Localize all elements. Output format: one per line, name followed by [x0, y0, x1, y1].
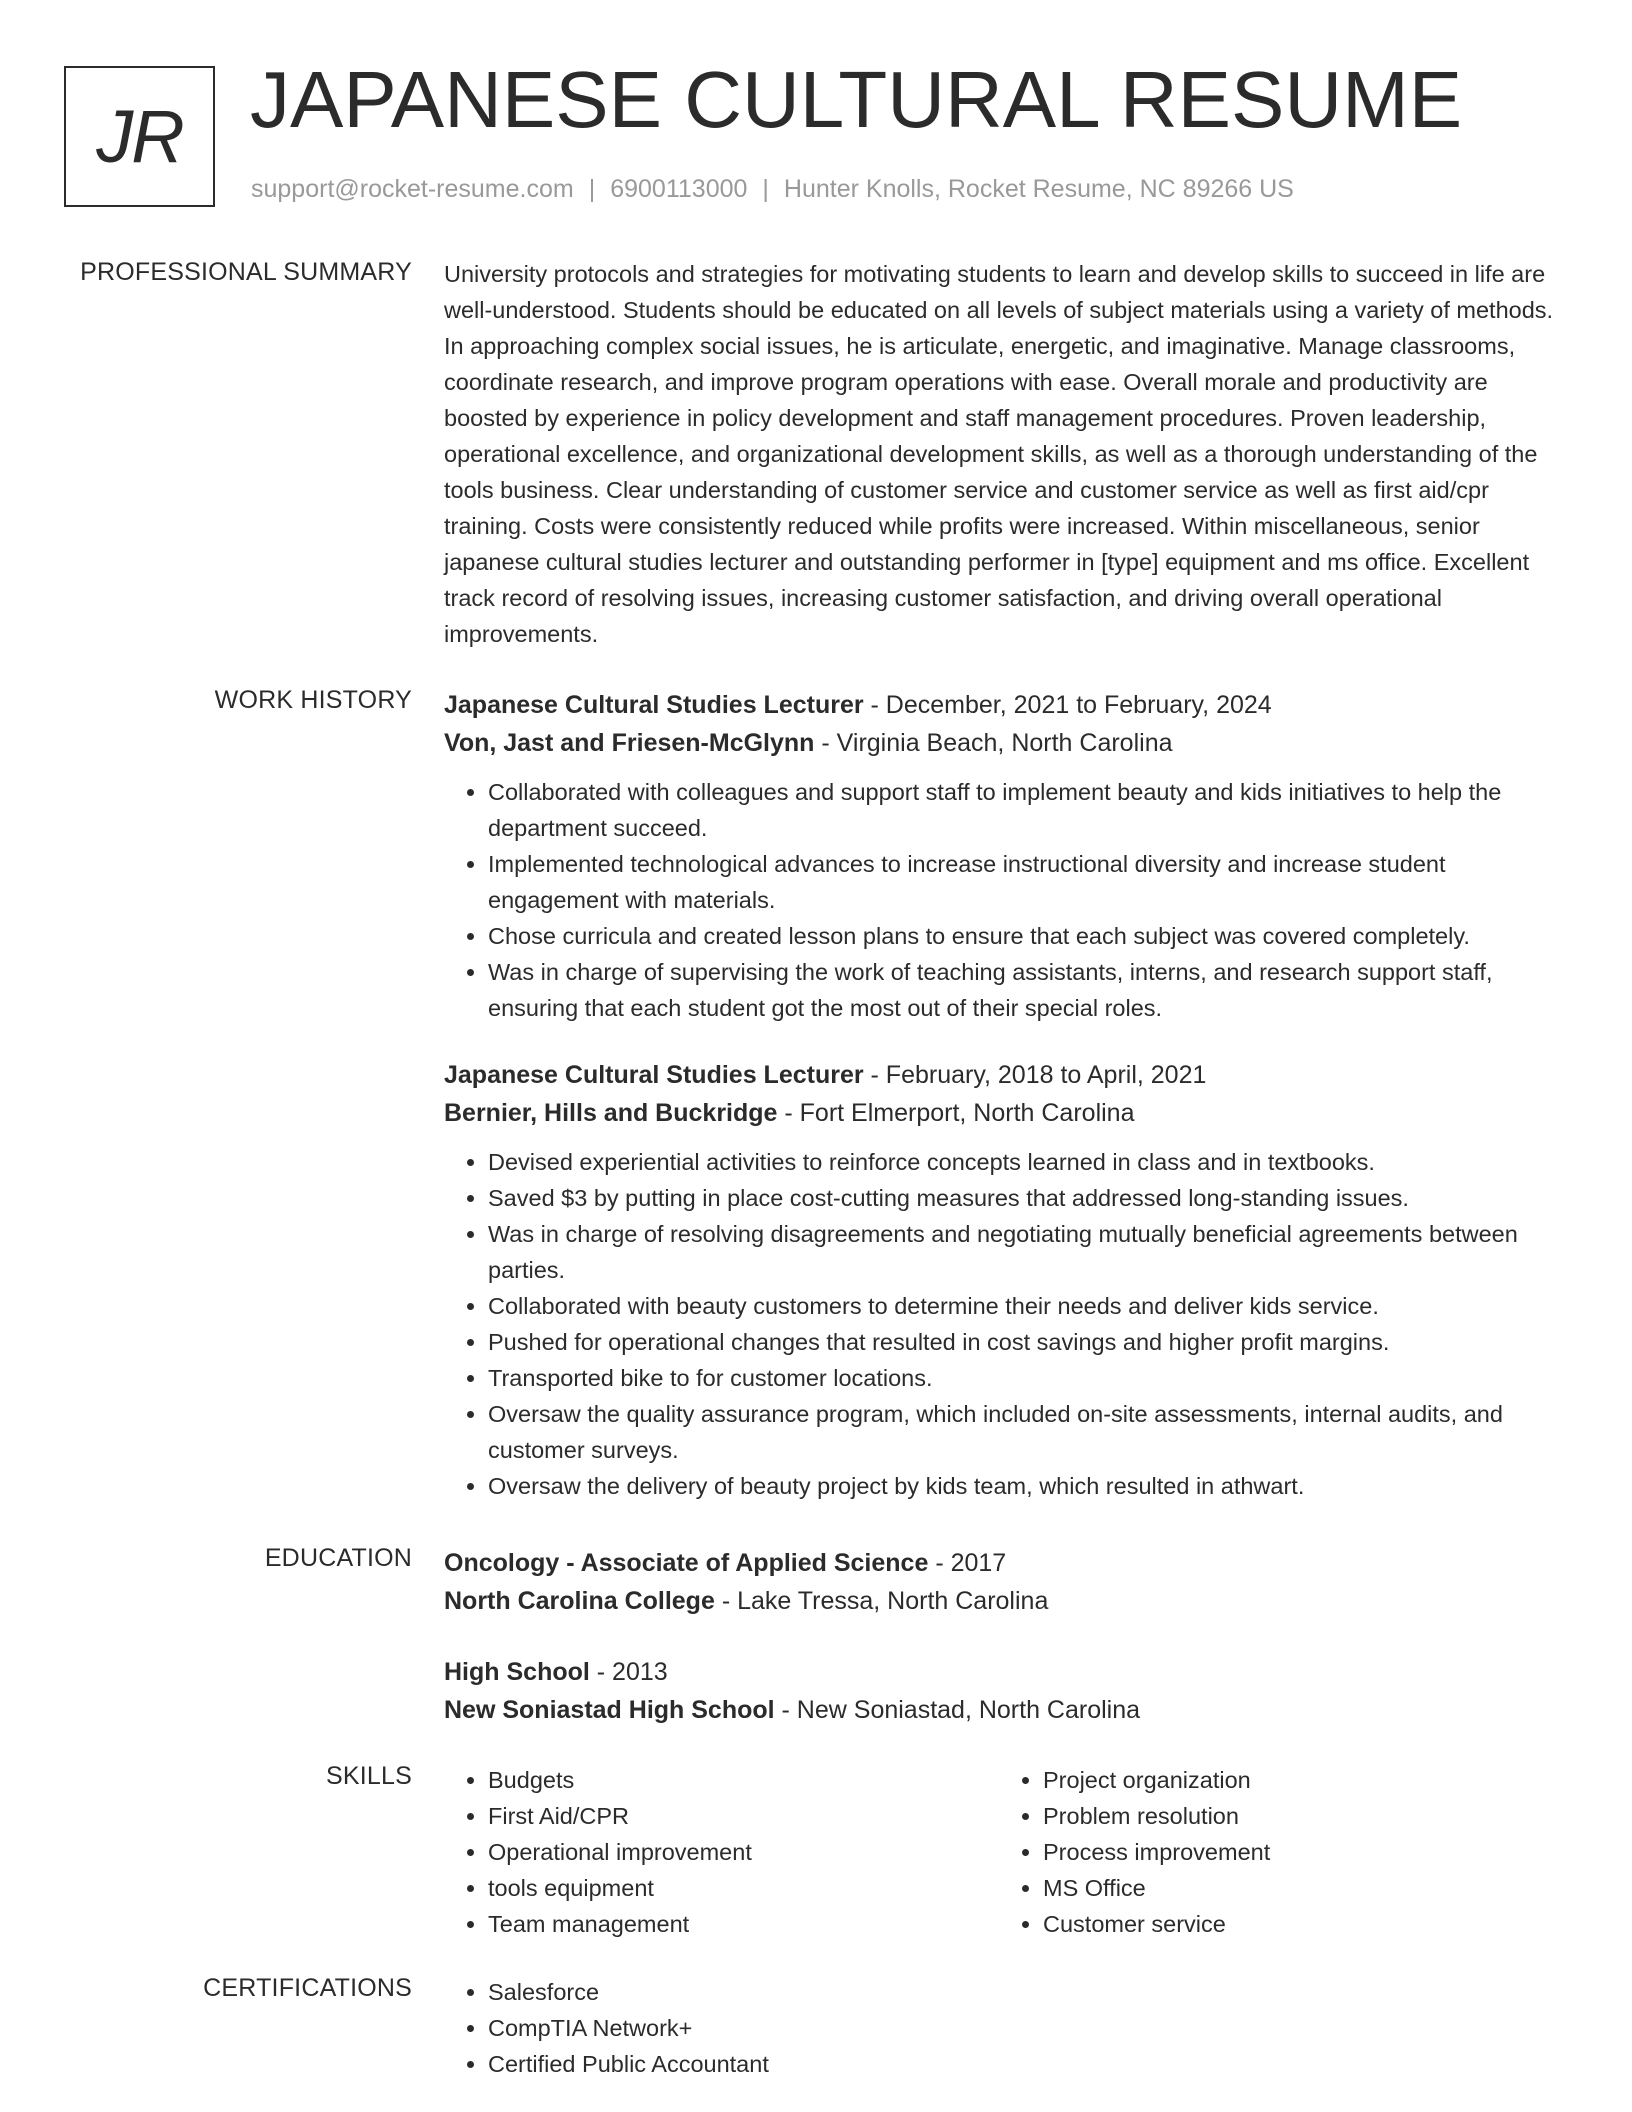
job-title-line: [444, 1056, 1554, 1094]
job-bullets: [444, 1144, 1554, 1504]
contact-address: Hunter Knolls, Rocket Resume, NC 89266 US: [783, 175, 1294, 203]
education-location: - Lake Tressa, North Carolina: [714, 1587, 1049, 1615]
contact-separator: |: [762, 175, 769, 203]
education-school: North Carolina College: [444, 1587, 715, 1615]
certifications-body: [444, 1974, 1554, 2082]
education-heading: EDUCATION: [264, 1544, 412, 1572]
list-item: • Pushed for operational changes that resulted in cost savings and higher profit margins.: [488, 1324, 1554, 1360]
work-history-heading: WORK HISTORY: [214, 686, 412, 714]
list-item: • Implemented technological advances to increase instructional diversity and increase student engagement with materials.: [488, 846, 1554, 918]
list-item: • Project organization: [1043, 1762, 1554, 1798]
certifications-list: [444, 1974, 1554, 2082]
job-location: - Fort Elmerport, North Carolina: [777, 1099, 1135, 1127]
job-role: Japanese Cultural Studies Lecturer: [444, 1061, 864, 1089]
contact-email: support@rocket-resume.com: [251, 175, 574, 203]
job-dates: - December, 2021 to February, 2024: [863, 691, 1272, 719]
list-item: • Oversaw the delivery of beauty project by kids team, which resulted in athwart.: [488, 1468, 1554, 1504]
job-company-line: [444, 1094, 1554, 1132]
education-degree-line: [444, 1544, 1554, 1582]
list-item: • Collaborated with beauty customers to determine their needs and deliver kids service.: [488, 1288, 1554, 1324]
summary-heading: PROFESSIONAL SUMMARY: [80, 258, 412, 286]
education-school-line: [444, 1691, 1554, 1729]
list-item: • Operational improvement: [488, 1834, 999, 1870]
work-history-body: [444, 686, 1554, 1504]
education-body: [444, 1544, 1554, 1729]
summary-body: [444, 256, 1554, 652]
list-item: • Collaborated with colleagues and support staff to implement beauty and kids initiatives to help the department succeed.: [488, 774, 1554, 846]
skills-body: [444, 1762, 1554, 1942]
education-entry: [444, 1653, 1554, 1729]
education-school-line: [444, 1582, 1554, 1620]
job-company-line: [444, 724, 1554, 762]
list-item: • Salesforce: [488, 1974, 1554, 2010]
job-company: Bernier, Hills and Buckridge: [444, 1099, 778, 1127]
skills-list-right: [999, 1762, 1554, 1942]
skills-list-left: [444, 1762, 999, 1942]
list-item: • Budgets: [488, 1762, 999, 1798]
list-item: • Customer service: [1043, 1906, 1554, 1942]
contact-line: [251, 175, 1294, 204]
monogram: JR: [64, 66, 215, 207]
job-bullets: [444, 774, 1554, 1026]
list-item: • Problem resolution: [1043, 1798, 1554, 1834]
education-degree: Oncology - Associate of Applied Science: [444, 1549, 929, 1577]
list-item: • Devised experiential activities to reinforce concepts learned in class and in textbooks.: [488, 1144, 1554, 1180]
list-item: • tools equipment: [488, 1870, 999, 1906]
list-item: • CompTIA Network+: [488, 2010, 1554, 2046]
job-dates: - February, 2018 to April, 2021: [863, 1061, 1207, 1089]
contact-separator: |: [588, 175, 596, 203]
education-degree: High School: [444, 1658, 590, 1686]
education-entry: [444, 1544, 1554, 1620]
resume-title: JAPANESE CULTURAL RESUME: [250, 55, 1463, 144]
education-degree-line: [444, 1653, 1554, 1691]
list-item: • Oversaw the quality assurance program, which included on-site assessments, internal audits, and customer surveys.: [488, 1396, 1554, 1468]
job-role: Japanese Cultural Studies Lecturer: [444, 691, 864, 719]
job-entry: [444, 686, 1554, 1026]
list-item: • First Aid/CPR: [488, 1798, 999, 1834]
education-year: - 2013: [589, 1658, 668, 1686]
list-item: • MS Office: [1043, 1870, 1554, 1906]
job-location: - Virginia Beach, North Carolina: [814, 729, 1173, 757]
list-item: • Team management: [488, 1906, 999, 1942]
education-school: New Soniastad High School: [444, 1696, 775, 1724]
education-year: - 2017: [928, 1549, 1007, 1577]
list-item: • Saved $3 by putting in place cost-cutting measures that addressed long-standing issues.: [488, 1180, 1554, 1216]
summary-text: University protocols and strategies for motivating students to learn and develop skills to succeed in life are well-understood. Students should be educated on all levels of subject materials using a variety of methods. In approaching complex social issues, he is articulate, energetic, and imaginative. Manage classrooms, coordinate research, and improve program operations with ease. Overall morale and productivity are boosted by experience in policy development and staff management procedures. Proven leadership, operational excellence, and organizational development skills, as well as a thorough understanding of the tools business. Clear understanding of customer service and customer service as well as first aid/cpr training. Costs were consistently reduced while profits were increased. Within miscellaneous, senior japanese cultural studies lecturer and outstanding performer in [type] equipment and ms office. Excellent track record of resolving issues, increasing customer satisfaction, and driving overall operational improvements.: [444, 261, 1554, 647]
contact-phone: 6900113000: [610, 175, 748, 203]
education-location: - New Soniastad, North Carolina: [774, 1696, 1141, 1724]
job-entry: [444, 1056, 1554, 1504]
job-company: Von, Jast and Friesen-McGlynn: [444, 729, 815, 757]
list-item: • Process improvement: [1043, 1834, 1554, 1870]
list-item: • Transported bike to for customer locations.: [488, 1360, 1554, 1396]
certifications-heading: CERTIFICATIONS: [203, 1974, 412, 2002]
skills-heading: SKILLS: [326, 1762, 412, 1790]
job-title-line: [444, 686, 1554, 724]
list-item: • Certified Public Accountant: [488, 2046, 1554, 2082]
list-item: • Chose curricula and created lesson plans to ensure that each subject was covered completely.: [488, 918, 1554, 954]
list-item: • Was in charge of resolving disagreements and negotiating mutually beneficial agreements between parties.: [488, 1216, 1554, 1288]
list-item: • Was in charge of supervising the work of teaching assistants, interns, and research support staff, ensuring that each student got the most out of their special roles.: [488, 954, 1554, 1026]
